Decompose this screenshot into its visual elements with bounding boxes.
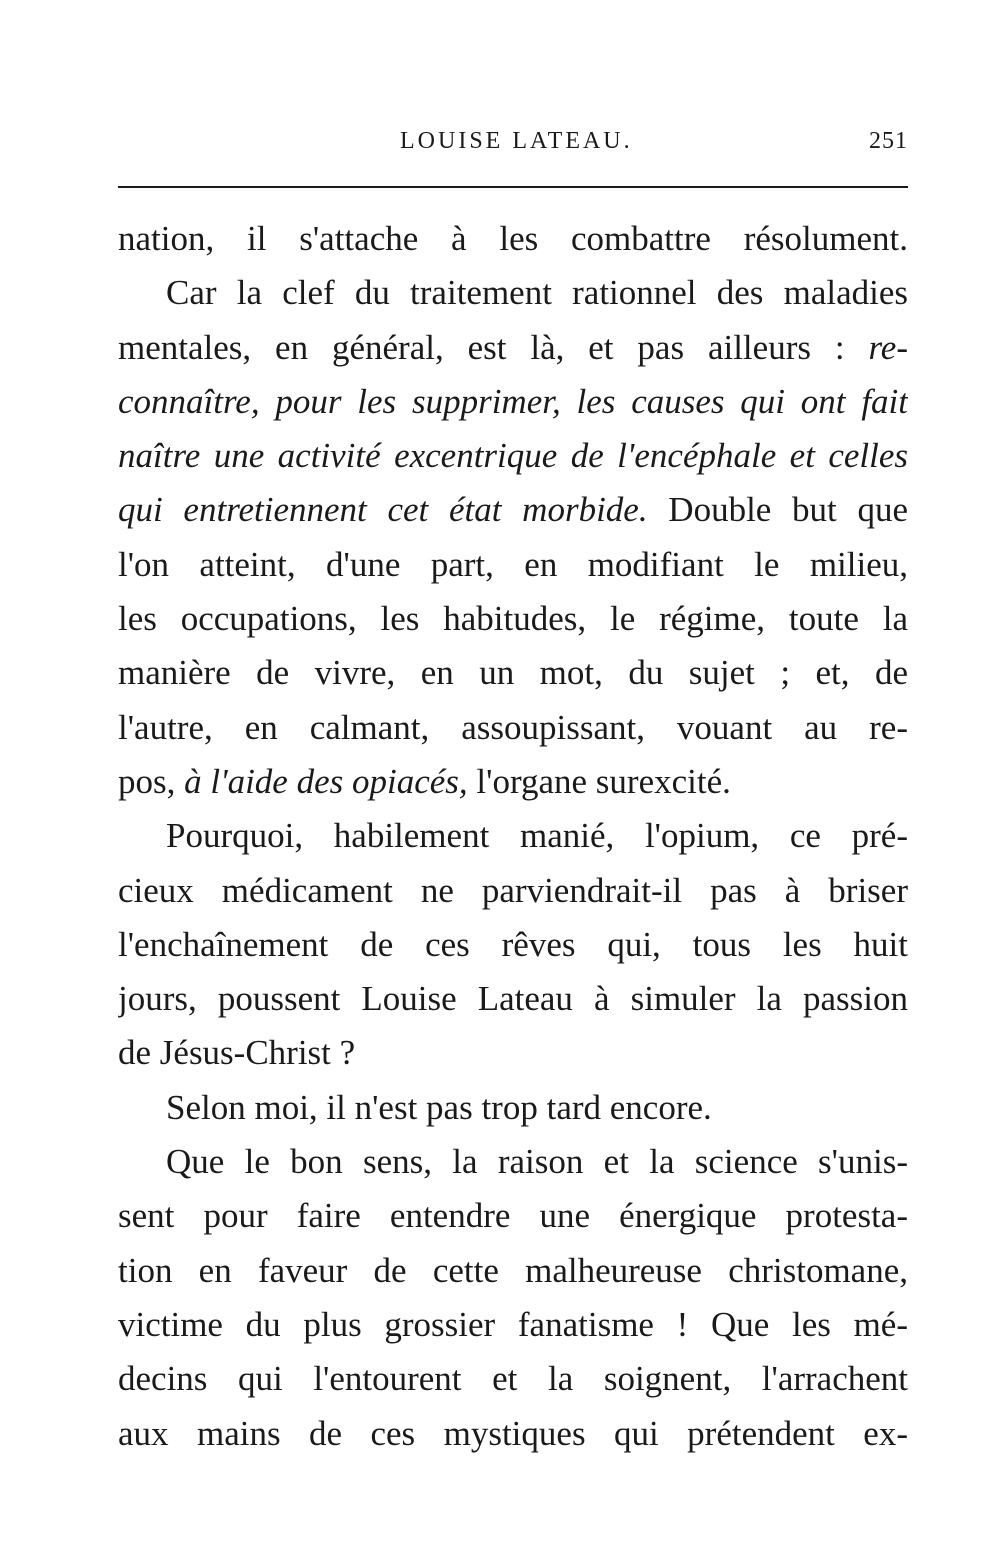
text-segment: Double but que — [647, 490, 908, 530]
text-line — [118, 1189, 908, 1243]
text-segment: l'enchaînement de ces rêves qui, tous les huit — [118, 924, 908, 964]
text-segment: aux mains de ces mystiques qui prétendent ex- — [118, 1413, 908, 1453]
text-line — [118, 1244, 908, 1298]
text-segment: nation, il s'attache à les combattre résolument. — [118, 219, 908, 258]
text-line — [118, 1407, 908, 1461]
italic-text: naître une activité excentrique de l'encéphale et celles — [118, 436, 908, 476]
text-line — [118, 483, 908, 537]
italic-text: connaître, pour les supprimer, les causes qui ont fait — [118, 381, 908, 421]
text-segment: de Jésus-Christ ? — [118, 1033, 356, 1073]
header-rule — [118, 186, 908, 188]
text-segment: les occupations, les habitudes, le régime, toute la — [118, 599, 908, 639]
text-line — [118, 212, 908, 266]
italic-text: qui entretiennent cet état morbide. — [118, 490, 648, 530]
text-line — [118, 429, 908, 483]
text-line — [118, 972, 908, 1026]
text-line — [118, 918, 908, 972]
italic-text: à l'aide des opiacés, — [184, 761, 468, 801]
text-segment: Car la clef du traitement rationnel des maladies — [166, 273, 908, 313]
text-line — [118, 1081, 908, 1135]
text-line — [118, 538, 908, 592]
text-segment: pos, — [118, 761, 185, 801]
text-line — [118, 266, 908, 320]
text-line — [118, 646, 908, 700]
text-segment: Que le bon sens, la raison et la science s'unis- — [166, 1142, 908, 1182]
text-line — [118, 321, 908, 375]
text-segment: l'on atteint, d'une part, en modifiant le milieu, — [118, 544, 908, 584]
text-segment: jours, poussent Louise Lateau à simuler la passion — [118, 979, 908, 1019]
text-segment: Pourquoi, habilement manié, l'opium, ce pré- — [166, 816, 908, 856]
text-segment: Selon moi, il n'est pas trop tard encore. — [166, 1087, 712, 1127]
text-line — [118, 1352, 908, 1406]
text-line — [118, 864, 908, 918]
text-segment: victime du plus grossier fanatisme ! Que les mé- — [118, 1304, 908, 1344]
page-number: 251 — [869, 128, 908, 154]
running-title: LOUISE LATEAU. — [400, 128, 633, 154]
text-line — [118, 701, 908, 755]
text-segment: manière de vivre, en un mot, du sujet ; et, de — [118, 653, 908, 693]
text-segment: tion en faveur de cette malheureuse christomane, — [118, 1250, 908, 1290]
text-segment: l'autre, en calmant, assoupissant, vouant au re- — [118, 707, 908, 747]
text-segment: l'organe surexcité. — [467, 761, 731, 801]
body-text — [118, 212, 908, 1461]
text-segment: sent pour faire entendre une énergique protesta- — [118, 1196, 908, 1236]
text-segment: decins qui l'entourent et la soignent, l'arrachent — [118, 1359, 908, 1399]
text-line — [118, 1298, 908, 1352]
italic-text: re- — [868, 327, 908, 367]
text-line — [118, 755, 908, 809]
text-line — [118, 809, 908, 863]
text-segment: mentales, en général, est là, et pas ailleurs : — [118, 327, 869, 367]
text-line — [118, 592, 908, 646]
text-line — [118, 1135, 908, 1189]
text-line — [118, 1026, 908, 1080]
running-head — [118, 122, 908, 162]
text-line — [118, 375, 908, 429]
text-segment: cieux médicament ne parviendrait-il pas à briser — [118, 870, 908, 910]
